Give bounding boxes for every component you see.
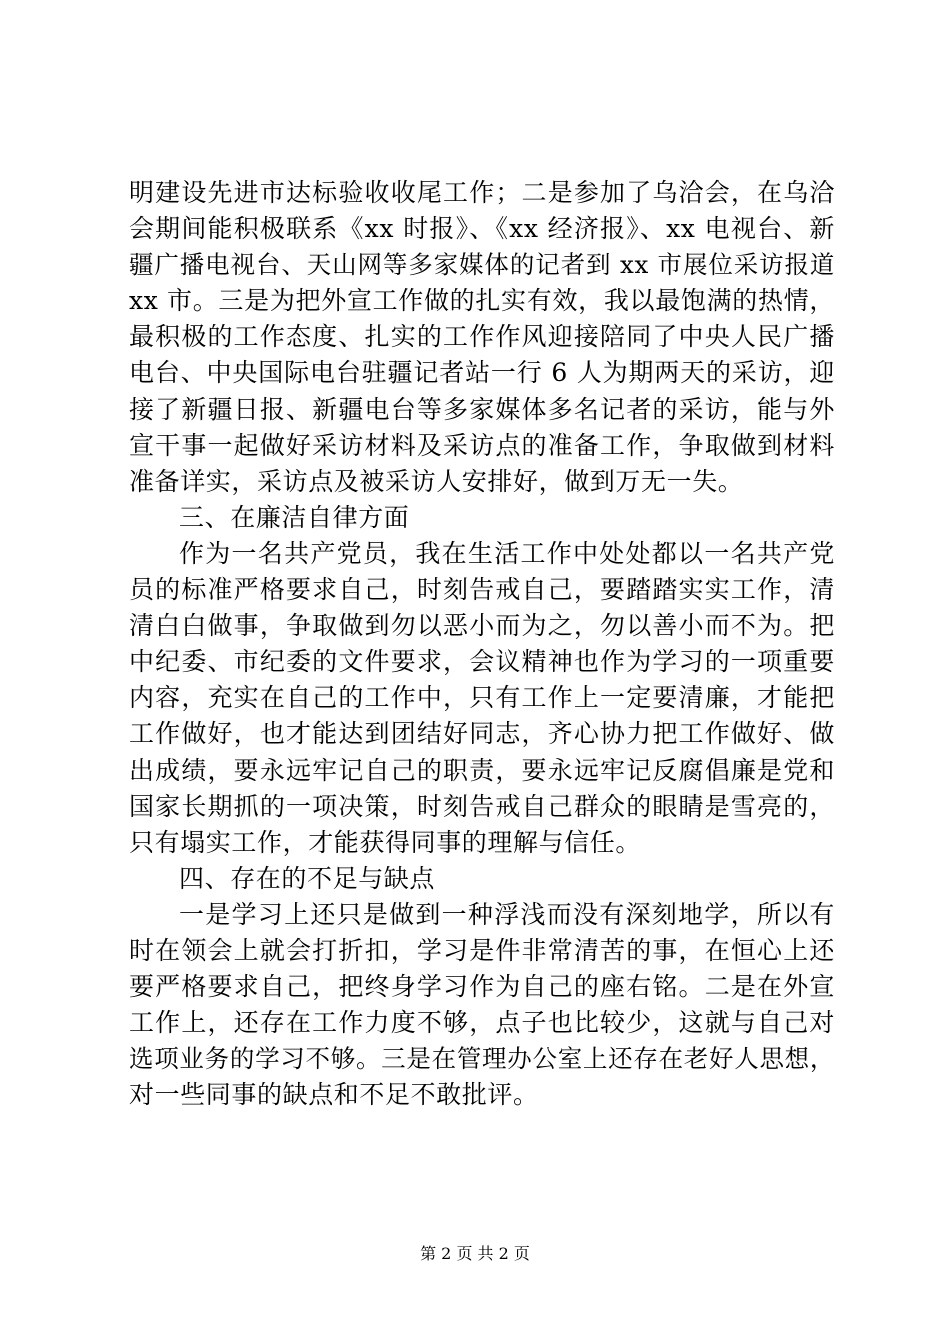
text-line: 工作做好，也才能达到团结好同志，齐心协力把工作做好、做 — [129, 719, 835, 749]
text-line: 出成绩，要永远牢记自己的职责，要永远牢记反腐倡廉是党和 — [129, 755, 835, 785]
text-line: 一是学习上还只是做到一种浮浅而没有深刻地学，所以有 — [179, 899, 835, 929]
text-line: 国家长期抓的一项决策，时刻告戒自己群众的眼睛是雪亮的， — [129, 791, 835, 821]
text-line: 要严格要求自己，把终身学习作为自己的座右铭。二是在外宣 — [129, 972, 835, 1002]
text-line: 疆广播电视台、天山网等多家媒体的记者到 xx 市展位采访报道 — [129, 250, 835, 280]
text-line: 宣干事一起做好采访材料及采访点的准备工作，争取做到材料 — [129, 430, 835, 460]
text-line: 四、存在的不足与缺点 — [179, 863, 436, 893]
text-line: 电台、中央国际电台驻疆记者站一行 6 人为期两天的采访，迎 — [129, 358, 835, 388]
text-line: 时在领会上就会打折扣，学习是件非常清苦的事，在恒心上还 — [129, 935, 835, 965]
text-line: 选项业务的学习不够。三是在管理办公室上还存在老好人思想， — [129, 1044, 835, 1074]
text-line: 内容，充实在自己的工作中，只有工作上一定要清廉，才能把 — [129, 683, 835, 713]
text-line: 工作上，还存在工作力度不够，点子也比较少，这就与自己对 — [129, 1008, 835, 1038]
text-line: 会期间能积极联系《xx 时报》、《xx 经济报》、xx 电视台、新 — [129, 214, 835, 244]
text-line: 对一些同事的缺点和不足不敢批评。 — [129, 1080, 539, 1110]
text-line: 三、在廉洁自律方面 — [179, 502, 410, 532]
text-line: 清白白做事，争取做到勿以恶小而为之，勿以善小而不为。把 — [129, 611, 835, 641]
page-footer: 第 2 页 共 2 页 — [420, 1244, 530, 1263]
text-line: xx 市。三是为把外宣工作做的扎实有效，我以最饱满的热情， — [129, 286, 835, 316]
text-line: 中纪委、市纪委的文件要求，会议精神也作为学习的一项重要 — [129, 647, 835, 677]
text-line: 最积极的工作态度、扎实的工作作风迎接陪同了中央人民广播 — [129, 322, 835, 352]
text-line: 作为一名共产党员，我在生活工作中处处都以一名共产党 — [179, 538, 835, 568]
text-line: 准备详实，采访点及被采访人安排好，做到万无一失。 — [129, 466, 744, 496]
text-line: 只有塌实工作，才能获得同事的理解与信任。 — [129, 827, 642, 857]
text-line: 明建设先进市达标验收收尾工作；二是参加了乌洽会，在乌洽 — [129, 178, 835, 207]
text-line: 员的标准严格要求自己，时刻告戒自己，要踏踏实实工作，清 — [129, 575, 835, 605]
text-line: 接了新疆日报、新疆电台等多家媒体多名记者的采访，能与外 — [129, 394, 835, 424]
document-body — [129, 175, 835, 1113]
